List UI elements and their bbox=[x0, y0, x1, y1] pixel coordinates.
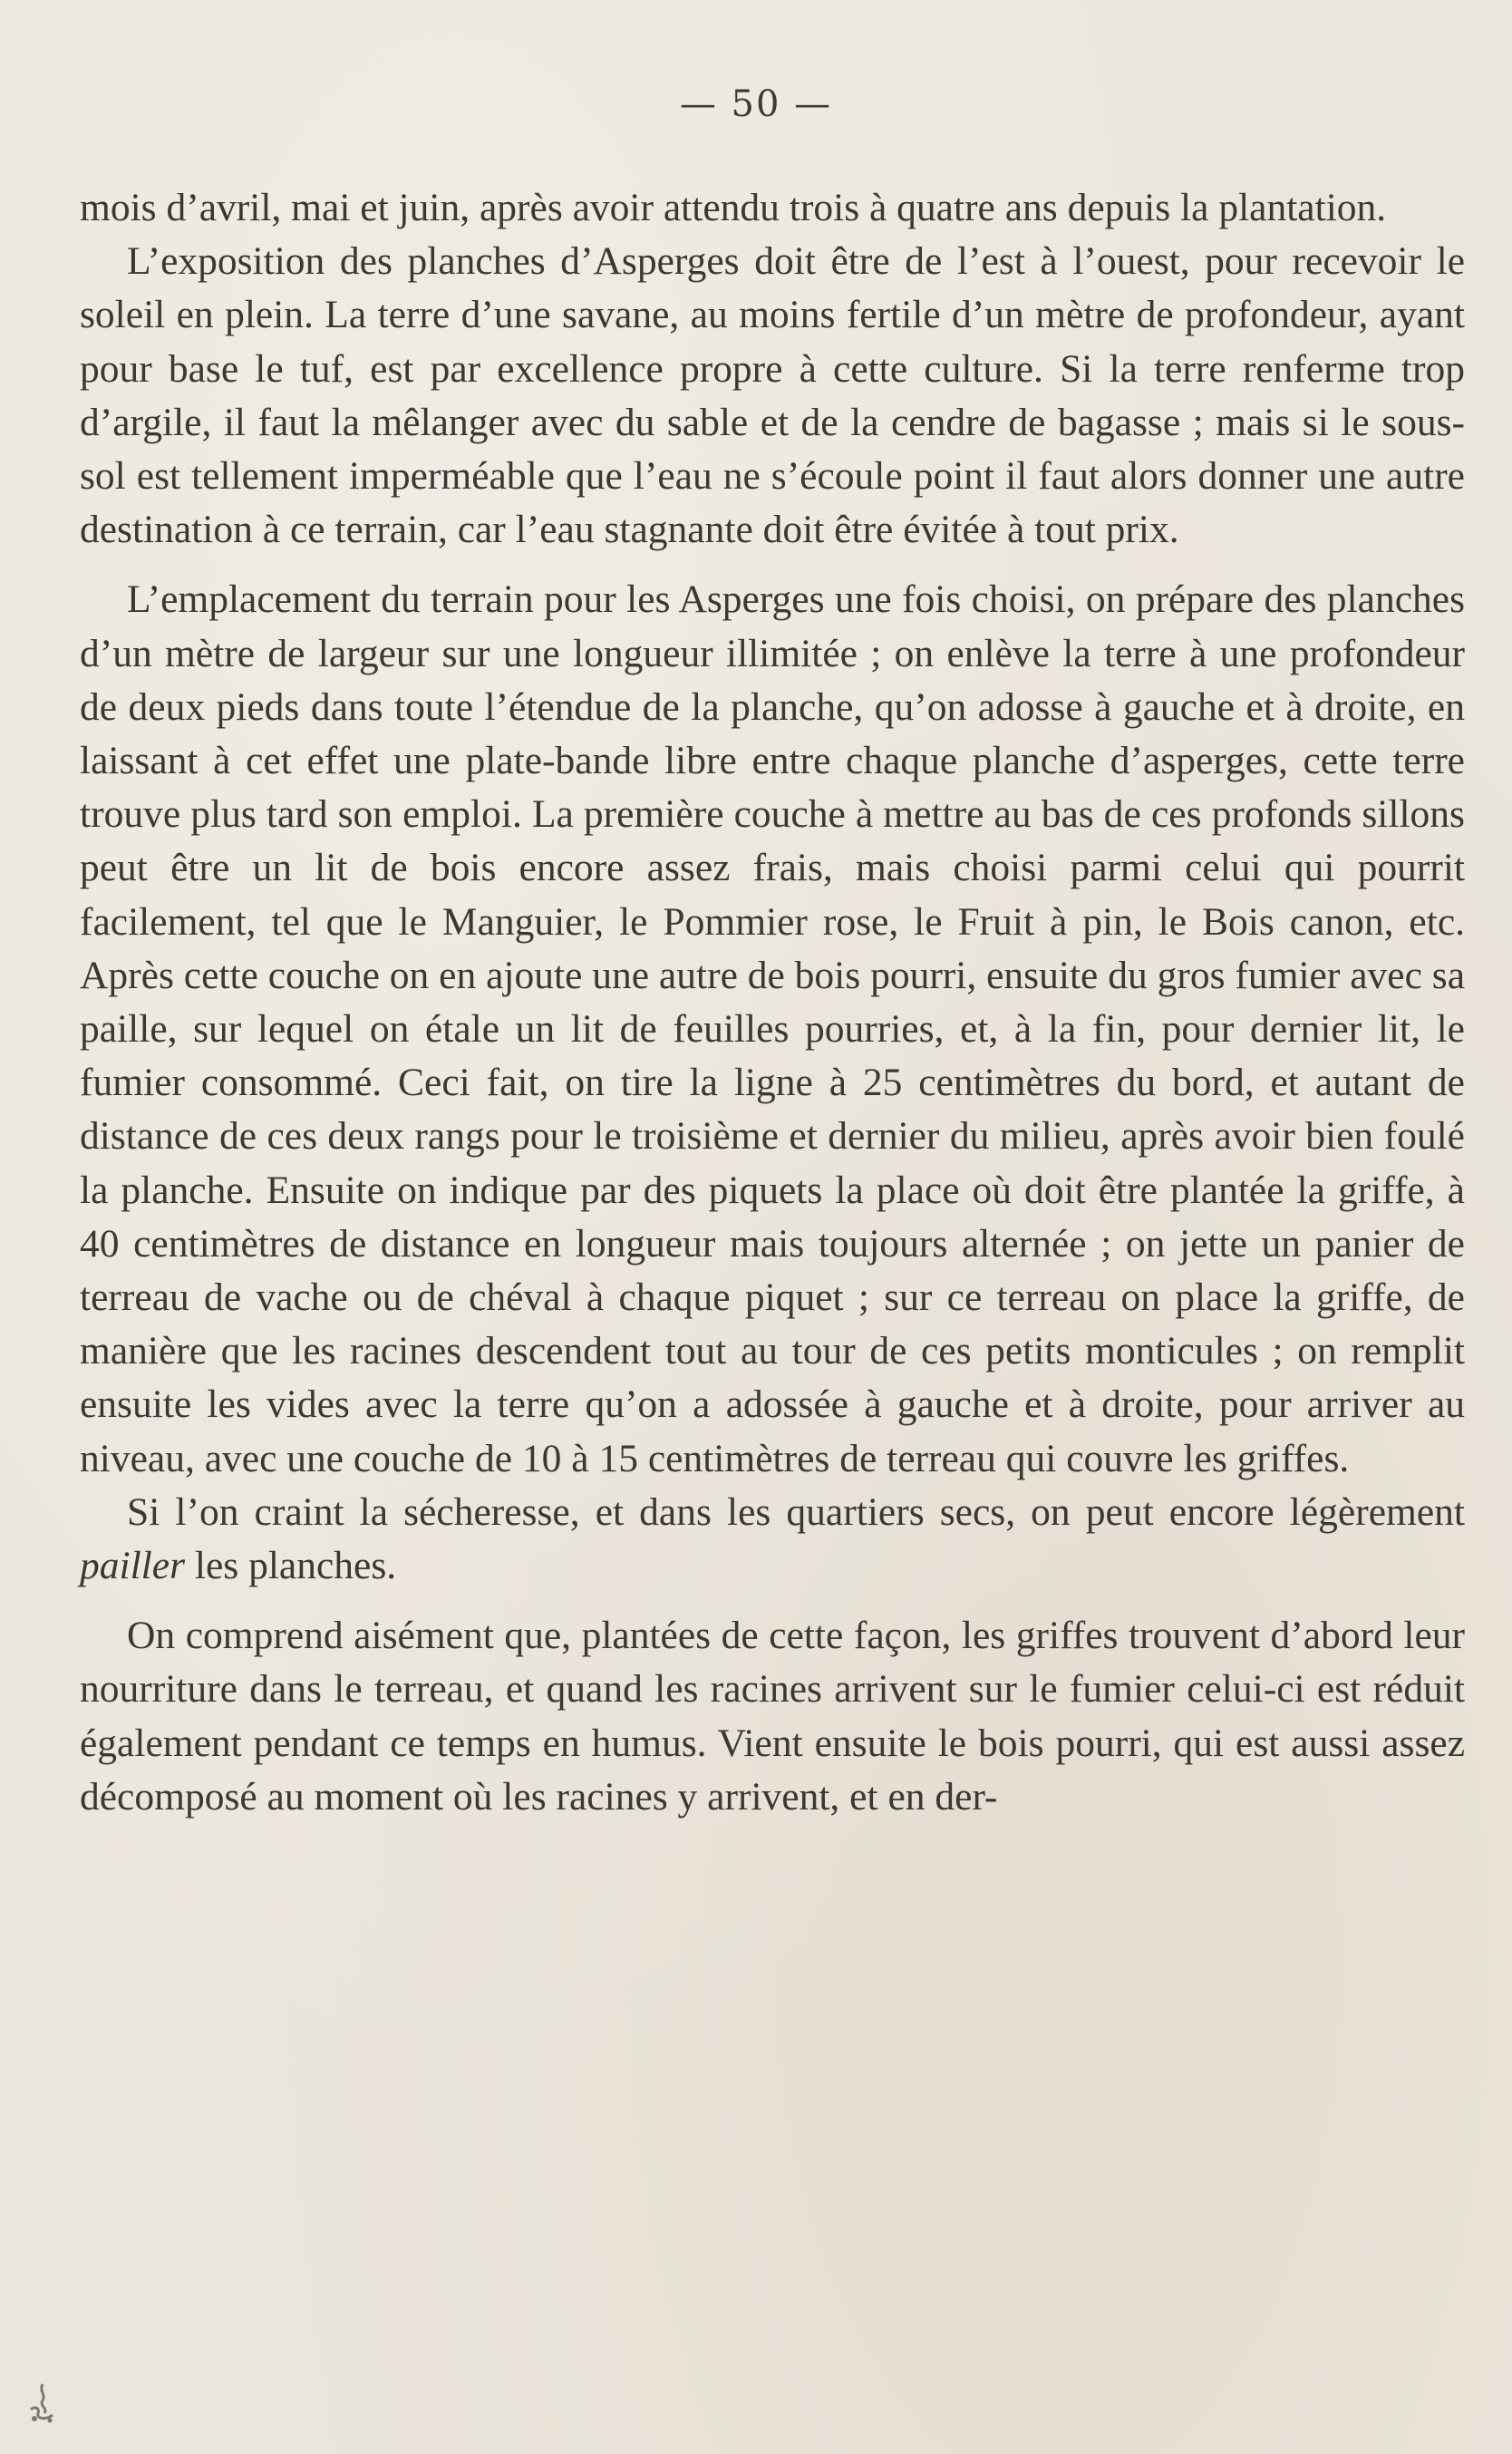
paragraph-exposition: L’exposition des planches d’Asperges doit être de l’est à l’ouest, pour recevoir le soleil en plein. La terre d’une savane, au moins fertile d’un mètre de profondeur, ayant pour base le tuf, est par excellence propre à cette culture. Si la terre renferme trop d’argile, il faut la mêlanger avec du sable et de la cendre de bagasse ; mais si le sous-sol est tellement imperméable que l’eau ne s’écoule point il faut alors donner une autre destination à ce terrain, car l’eau stagnante doit être évitée à tout prix. bbox=[80, 239, 1465, 552]
paragraph-comprend: On comprend aisément que, plantées de cette façon, les griffes trouvent d’abord leur nourriture dans le terreau, et quand les racines arrivent sur le fumier celui-ci est réduit également pendant ce temps en humus. Vient ensuite le bois pourri, qui est aussi assez décomposé au moment où les racines y arrivent, et en der- bbox=[80, 1614, 1465, 1819]
italic-word: pailler bbox=[80, 1544, 185, 1588]
paragraph-continuation: mois d’avril, mai et juin, après avoir attendu trois à quatre ans depuis la plantation. bbox=[80, 186, 1387, 229]
library-stamp-icon bbox=[25, 2382, 60, 2424]
body-text bbox=[80, 181, 1465, 1824]
page-number: — 50 — bbox=[679, 83, 833, 125]
paragraph-secheresse bbox=[80, 1486, 1465, 1593]
paragraph-secheresse-end: les planches. bbox=[185, 1544, 397, 1588]
paragraph-secheresse-text: Si l’on craint la sécheresse, et dans les quartiers secs, on peut encore légèrement bbox=[127, 1489, 1465, 1534]
paragraph-emplacement: L’emplacement du terrain pour les Asperges une fois choisi, on prépare des planches d’un mètre de largeur sur une longueur illimitée ; on enlève la terre à une profondeur de deux pieds dans toute l’étendue de la planche, qu’on adosse à gauche et à droite, en laissant à cet effet une plate-bande libre entre chaque planche d’asperges, cette terre trouve plus tard son emploi. La première couche à mettre au bas de ces profonds sillons peut être un lit de bois encore assez frais, mais choisi parmi celui qui pourrit facilement, tel que le Manguier, le Pommier rose, le Fruit à pin, le Bois canon, etc. Après cette couche on en ajoute une autre de bois pourri, ensuite du gros fumier avec sa paille, sur lequel on étale un lit de feuilles pourries, et, à la fin, pour dernier lit, le fumier consommé. Ceci fait, on tire la ligne à 25 centimètres du bord, et autant de distance de ces deux rangs pour le troisième et dernier du milieu, après avoir bien foulé la planche. Ensuite on indique par des piquets la place où doit être plantée la griffe, à 40 centimètres de distance en longueur mais toujours alternée ; on jette un panier de terreau de vache ou de chéval à chaque piquet ; sur ce terreau on place la griffe, de manière que les racines descendent tout au tour de ces petits monticules ; on remplit ensuite les vides avec la terre qu’on a adossée à gauche et à droite, pour arriver au niveau, avec une couche de 10 à 15 centimètres de terreau qui couvre les griffes. bbox=[80, 577, 1465, 1480]
